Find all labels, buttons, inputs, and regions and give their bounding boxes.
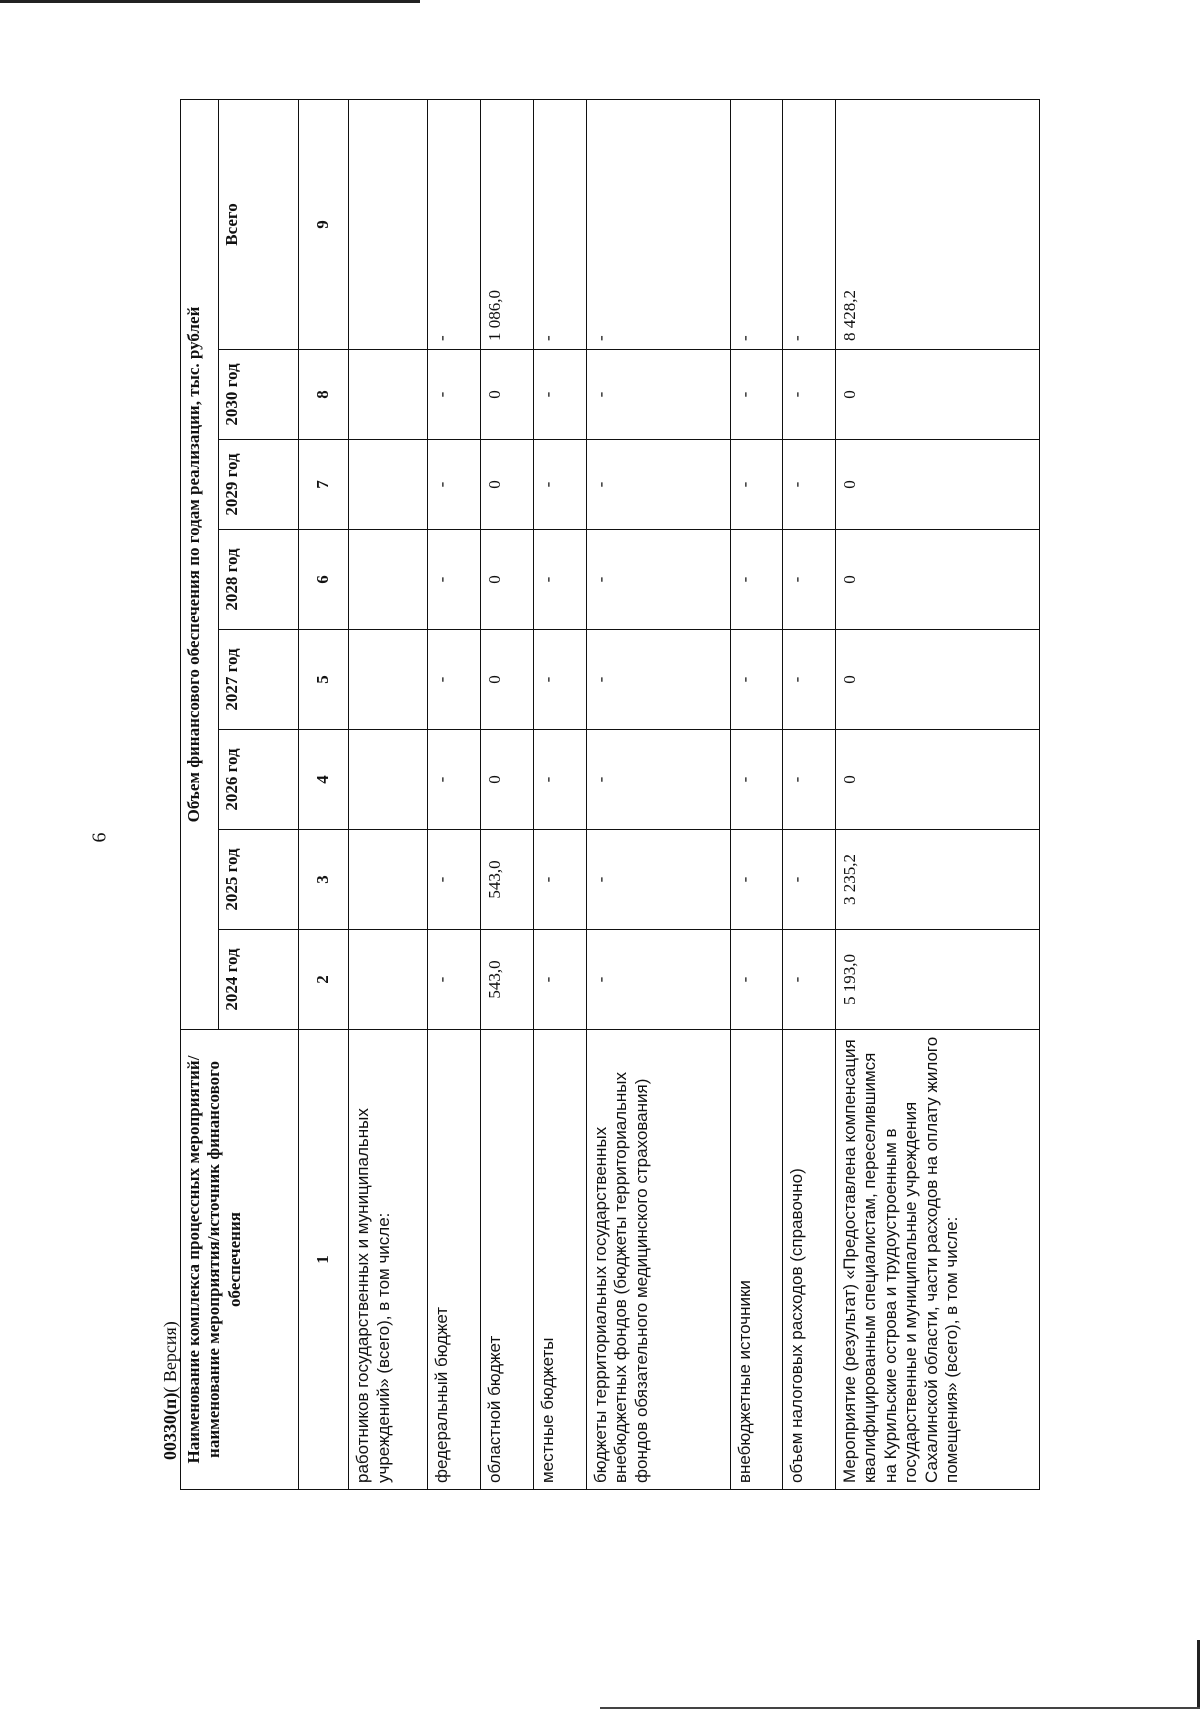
row-name: бюджеты территориальных государственных внебюджетных фондов (бюджеты территориальных фондов обязательного медицинского страхования)	[586, 1030, 730, 1490]
index-cell: 7	[299, 440, 349, 530]
row-value: -	[586, 440, 730, 530]
row-value	[349, 830, 428, 930]
row-value: 0	[836, 440, 1040, 530]
index-cell: 6	[299, 530, 349, 630]
row-name: местные бюджеты	[533, 1030, 586, 1490]
header-row-group	[181, 100, 219, 1490]
row-value: -	[783, 530, 836, 630]
row-value: -	[783, 630, 836, 730]
row-value: -	[730, 830, 783, 930]
index-row	[299, 100, 349, 1490]
row-value: 0	[481, 730, 534, 830]
index-cell: 2	[299, 930, 349, 1030]
row-value: -	[730, 440, 783, 530]
scan-edge-top	[0, 0, 420, 3]
row-total: -	[586, 100, 730, 350]
header-year: 2029 год	[219, 440, 299, 530]
row-value	[349, 350, 428, 440]
row-value: -	[533, 730, 586, 830]
table-row	[481, 100, 534, 1490]
header-year: 2026 год	[219, 730, 299, 830]
row-total	[349, 100, 428, 350]
row-value: -	[586, 730, 730, 830]
index-cell: 9	[299, 100, 349, 350]
row-name: работников государственных и муниципальных учреждений» (всего), в том числе:	[349, 1030, 428, 1490]
footer-code-id: 00330(п)	[160, 1392, 180, 1460]
row-name: федеральный бюджет	[428, 1030, 481, 1490]
row-value	[349, 440, 428, 530]
row-value: -	[533, 930, 586, 1030]
row-value: 0	[481, 350, 534, 440]
index-cell: 4	[299, 730, 349, 830]
row-value: -	[586, 930, 730, 1030]
row-value: 0	[481, 630, 534, 730]
row-value: 543,0	[481, 830, 534, 930]
row-value: -	[586, 350, 730, 440]
row-value: -	[783, 350, 836, 440]
row-value: -	[533, 530, 586, 630]
header-year: 2025 год	[219, 830, 299, 930]
index-cell: 1	[299, 1030, 349, 1490]
row-value: -	[428, 630, 481, 730]
row-value: -	[586, 630, 730, 730]
header-name-column: Наименование комплекса процессных мероприятий/наименование мероприятия/источник финансового обеспечения	[181, 1030, 299, 1490]
row-value: 543,0	[481, 930, 534, 1030]
row-value: -	[730, 930, 783, 1030]
row-value: -	[783, 930, 836, 1030]
row-value: -	[730, 350, 783, 440]
index-cell: 3	[299, 830, 349, 930]
table-row	[533, 100, 586, 1490]
footer-code-suffix: ( Версия)	[160, 1321, 180, 1393]
row-value: 0	[836, 730, 1040, 830]
header-year: 2028 год	[219, 530, 299, 630]
financing-table	[180, 99, 1040, 1490]
row-value: -	[428, 440, 481, 530]
row-name: внебюджетные источники	[730, 1030, 783, 1490]
row-value: 0	[836, 350, 1040, 440]
row-value: -	[533, 440, 586, 530]
financing-table-rotated	[180, 100, 1040, 1490]
row-value: 5 193,0	[836, 930, 1040, 1030]
row-name: областной бюджет	[481, 1030, 534, 1490]
header-total: Всего	[219, 100, 299, 350]
row-value	[349, 930, 428, 1030]
row-name: Мероприятие (результат) «Предоставлена компенсация квалифицированным специалистам, переселившимся на Курильские острова и трудоустроенным в государственные и муниципальные учреждения Сахалинской области, части расходов на оплату жилого помещения» (всего), в том числе:	[836, 1030, 1040, 1490]
row-total: 1 086,0	[481, 100, 534, 350]
row-total: -	[428, 100, 481, 350]
row-value: 0	[836, 630, 1040, 730]
index-cell: 8	[299, 350, 349, 440]
row-value: -	[783, 440, 836, 530]
row-value: -	[533, 830, 586, 930]
table-row	[783, 100, 836, 1490]
row-value: -	[783, 830, 836, 930]
row-value: -	[428, 530, 481, 630]
row-name: объем налоговых расходов (справочно)	[783, 1030, 836, 1490]
row-value: 0	[481, 440, 534, 530]
table-row	[836, 100, 1040, 1490]
row-value: 3 235,2	[836, 830, 1040, 930]
row-value: -	[783, 730, 836, 830]
row-value: -	[586, 530, 730, 630]
footer-code	[160, 1140, 181, 1460]
page-number: 6	[88, 832, 111, 843]
row-value: 0	[836, 530, 1040, 630]
row-value: -	[533, 350, 586, 440]
row-value: -	[428, 730, 481, 830]
row-value: -	[428, 350, 481, 440]
row-value	[349, 530, 428, 630]
table-row	[428, 100, 481, 1490]
row-value: -	[428, 830, 481, 930]
row-value: -	[586, 830, 730, 930]
row-value: -	[730, 530, 783, 630]
header-year: 2030 год	[219, 350, 299, 440]
row-total: -	[730, 100, 783, 350]
row-value	[349, 630, 428, 730]
table-row	[349, 100, 428, 1490]
row-total: 8 428,2	[836, 100, 1040, 350]
table-row	[586, 100, 730, 1490]
row-value: 0	[481, 530, 534, 630]
header-year: 2027 год	[219, 630, 299, 730]
row-value: -	[533, 630, 586, 730]
row-total: -	[783, 100, 836, 350]
row-value: -	[730, 730, 783, 830]
row-value	[349, 730, 428, 830]
row-value: -	[730, 630, 783, 730]
row-total: -	[533, 100, 586, 350]
index-cell: 5	[299, 630, 349, 730]
row-value: -	[428, 930, 481, 1030]
header-year: 2024 год	[219, 930, 299, 1030]
table-row	[730, 100, 783, 1490]
header-group: Объем финансового обеспечения по годам реализации, тыс. рублей	[181, 100, 219, 1030]
